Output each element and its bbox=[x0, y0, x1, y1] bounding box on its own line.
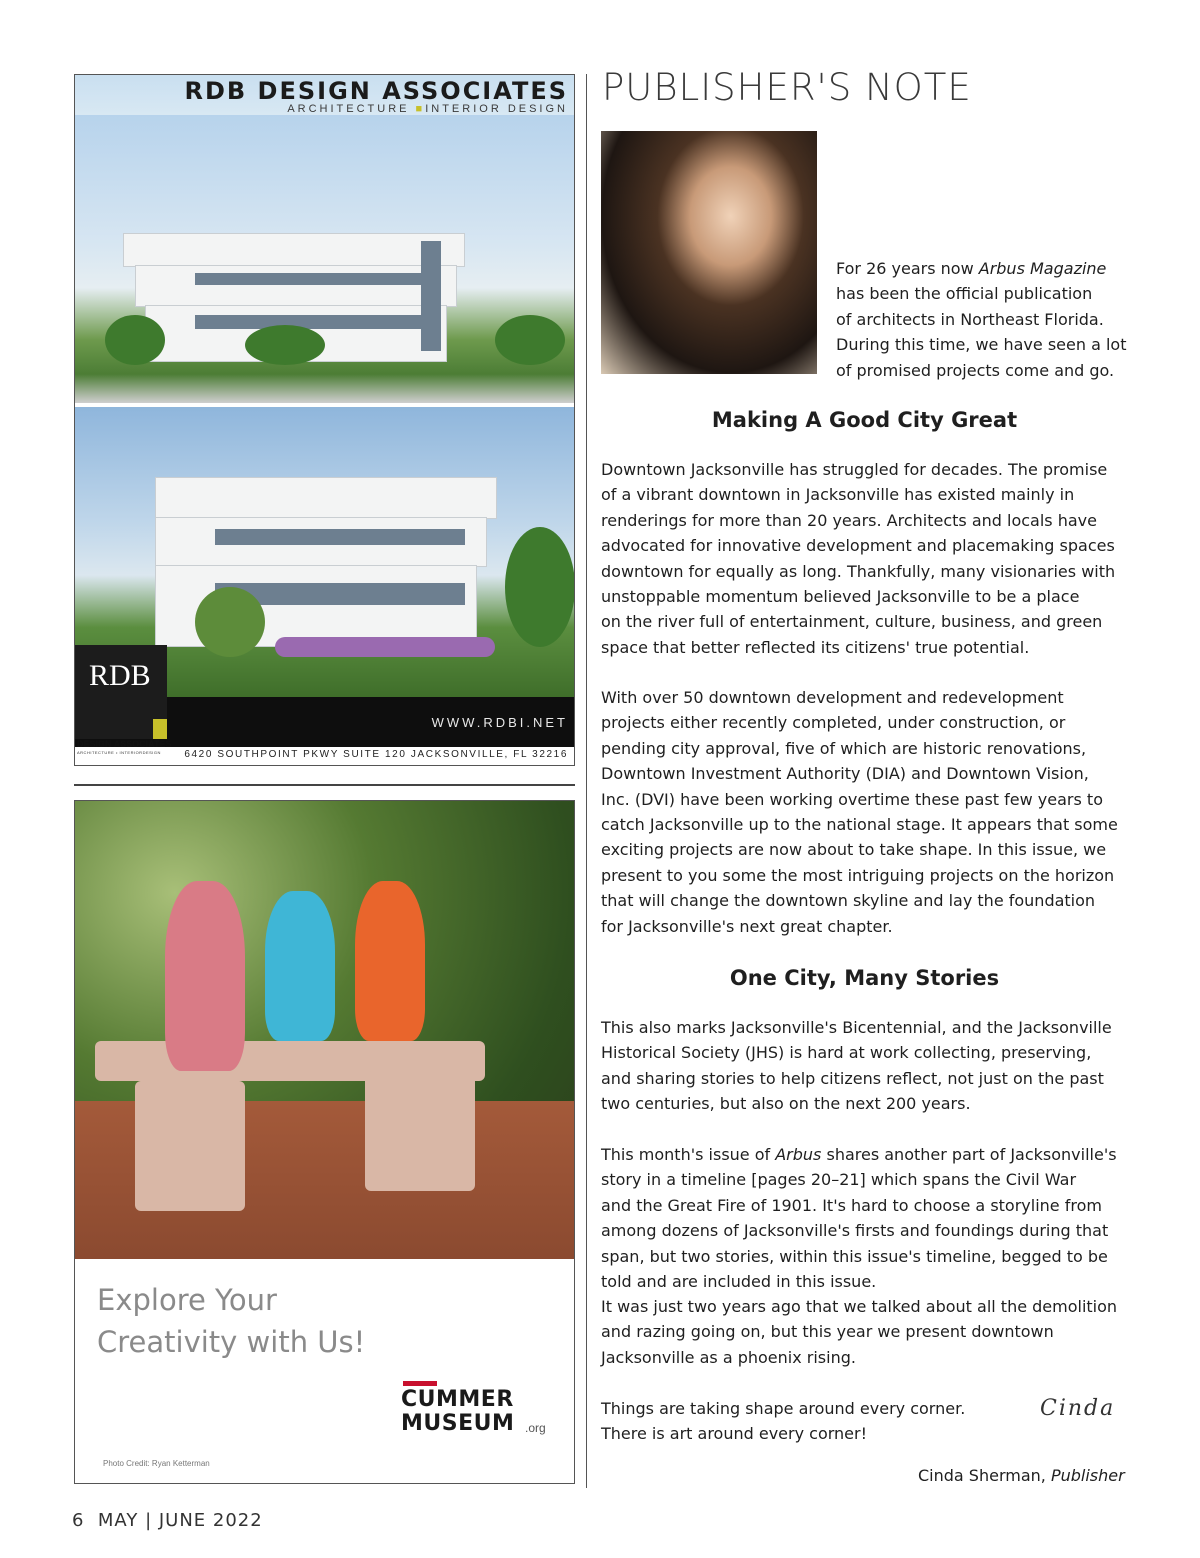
text-line: that will change the downtown skyline and lay the foundation bbox=[601, 891, 1096, 911]
section-title: PUBLISHER'S NOTE bbox=[602, 66, 972, 109]
photo-credit: Photo Credit: Ryan Ketterman bbox=[103, 1459, 210, 1468]
text-line: This month's issue of Arbus shares another part of Jacksonville's bbox=[601, 1145, 1117, 1164]
publisher-signoff: Cinda Sherman, Publisher bbox=[918, 1466, 1125, 1485]
text-line: and sharing stories to help citizens reflect, not just on the past bbox=[601, 1068, 1104, 1088]
text-line: told and are included in this issue. bbox=[601, 1272, 877, 1292]
tree bbox=[105, 315, 165, 365]
paragraph-2 bbox=[601, 685, 1128, 939]
intro-paragraph bbox=[836, 256, 1128, 383]
text-line: two centuries, but also on the next 200 years. bbox=[601, 1094, 971, 1114]
text-line: Inc. (DVI) have been working overtime these past few years to bbox=[601, 789, 1103, 809]
bullet-icon: ■ bbox=[415, 103, 426, 115]
child-figure bbox=[165, 881, 245, 1071]
building-rendering-1 bbox=[75, 115, 574, 403]
cummer-advertisement bbox=[74, 800, 575, 1484]
text-line: For 26 years now Arbus Magazine bbox=[836, 259, 1107, 278]
rdb-ad-title: RDB DESIGN ASSOCIATES bbox=[184, 77, 568, 105]
rdb-address: 6420 SOUTHPOINT PKWY SUITE 120 JACKSONVILLE, FL 32216 bbox=[184, 749, 568, 760]
text-line: of a vibrant downtown in Jacksonville has existed mainly in bbox=[601, 485, 1075, 505]
paragraph-1 bbox=[601, 457, 1128, 660]
paragraph-6 bbox=[601, 1396, 1021, 1447]
rdb-caption-sub: ARCHITECTURE • INTERIORDESIGN bbox=[77, 750, 161, 755]
paragraph-4 bbox=[601, 1142, 1128, 1294]
text-line: present to you some the most intriguing projects on the horizon bbox=[601, 865, 1115, 885]
window-band bbox=[195, 315, 425, 329]
publisher-signature: Cinda bbox=[1040, 1396, 1116, 1421]
column-rule bbox=[586, 74, 587, 1488]
text-line: renderings for more than 20 years. Architects and locals have bbox=[601, 510, 1097, 530]
cummer-logo-line1: CUMMER bbox=[401, 1387, 514, 1412]
text-line: Historical Society (JHS) is hard at work collecting, preserving, bbox=[601, 1043, 1092, 1063]
text-line: Downtown Jacksonville has struggled for decades. The promise bbox=[601, 460, 1108, 479]
tree bbox=[495, 315, 565, 365]
building-floor bbox=[123, 233, 465, 267]
tree bbox=[245, 325, 325, 365]
text-line: story in a timeline [pages 20–21] which spans the Civil War bbox=[601, 1170, 1077, 1190]
text-line: of architects in Northeast Florida. bbox=[836, 309, 1104, 329]
paragraph-3 bbox=[601, 1015, 1128, 1117]
cummer-logo-accent bbox=[403, 1381, 437, 1386]
lion-pedestal bbox=[135, 1081, 245, 1211]
rdb-advertisement bbox=[74, 74, 575, 766]
text-line: Things are taking shape around every corner. bbox=[601, 1399, 966, 1418]
flowering-tree bbox=[195, 587, 265, 657]
text-line: and the Great Fire of 1901. It's hard to choose a storyline from bbox=[601, 1195, 1102, 1215]
text-line: pending city approval, five of which are historic renovations, bbox=[601, 738, 1087, 758]
heading-one-city-many-stories: One City, Many Stories bbox=[729, 966, 1000, 990]
rdb-logo: RDB bbox=[89, 659, 151, 692]
text-line: There is art around every corner! bbox=[601, 1424, 868, 1444]
text-line: span, but two stories, within this issue's timeline, begged to be bbox=[601, 1246, 1108, 1266]
rdb-ad-subtitle bbox=[287, 103, 568, 115]
text-line: of promised projects come and go. bbox=[836, 360, 1115, 380]
rdb-caption-main: DESIGN ASSOCIATES bbox=[77, 739, 172, 749]
rdb-logo-box bbox=[75, 645, 167, 739]
heading-making-city-great: Making A Good City Great bbox=[711, 408, 1018, 432]
child-figure bbox=[355, 881, 425, 1041]
text-line: among dozens of Jacksonville's firsts and foundings during that bbox=[601, 1221, 1109, 1241]
logo-accent bbox=[153, 719, 167, 739]
text-line: unstoppable momentum believed Jacksonville to be a place bbox=[601, 587, 1080, 607]
text-line: This also marks Jacksonville's Bicentennial, and the Jacksonville bbox=[601, 1018, 1112, 1037]
window-band bbox=[215, 529, 465, 545]
text-line: projects either recently completed, under construction, or bbox=[601, 713, 1066, 733]
text-line: exciting projects are now about to take shape. In this issue, we bbox=[601, 840, 1107, 860]
publisher-portrait bbox=[601, 131, 817, 374]
page-number: 6 bbox=[72, 1510, 85, 1531]
text-line: for Jacksonville's next great chapter. bbox=[601, 916, 893, 936]
building-floor bbox=[135, 265, 457, 307]
left-divider bbox=[74, 784, 575, 786]
tree bbox=[505, 527, 574, 647]
text-line: Downtown Investment Authority (DIA) and Downtown Vision, bbox=[601, 764, 1089, 784]
text-line: and razing going on, but this year we present downtown bbox=[601, 1322, 1054, 1342]
children-drawing-photo bbox=[75, 801, 574, 1259]
lion-pedestal bbox=[365, 1071, 475, 1191]
child-figure bbox=[265, 891, 335, 1041]
rdb-website: WWW.RDBI.NET bbox=[431, 715, 568, 730]
rdb-subtitle-left: ARCHITECTURE bbox=[287, 103, 410, 115]
text-line: has been the official publication bbox=[836, 284, 1093, 304]
text-line: With over 50 downtown development and redevelopment bbox=[601, 688, 1064, 707]
cummer-tagline-2: Creativity with Us! bbox=[97, 1325, 366, 1359]
cummer-logo-line2: MUSEUM bbox=[401, 1411, 515, 1436]
text-line: catch Jacksonville up to the national stage. It appears that some bbox=[601, 815, 1118, 835]
building-floor bbox=[155, 477, 497, 519]
text-line: on the river full of entertainment, culture, business, and green bbox=[601, 612, 1103, 632]
text-line: During this time, we have seen a lot bbox=[836, 335, 1127, 355]
cummer-logo-suffix: .org bbox=[525, 1421, 546, 1435]
window-band bbox=[195, 273, 425, 285]
text-line: It was just two years ago that we talked about all the demolition bbox=[601, 1297, 1118, 1316]
paragraph-5 bbox=[601, 1294, 1128, 1370]
text-line: downtown for equally as long. Thankfully, many visionaries with bbox=[601, 561, 1116, 581]
page-footer bbox=[72, 1510, 263, 1531]
glass-tower bbox=[421, 241, 441, 351]
flower-bed bbox=[275, 637, 495, 657]
cummer-tagline-1: Explore Your bbox=[97, 1283, 277, 1317]
issue-date: MAY | JUNE 2022 bbox=[97, 1510, 263, 1531]
text-line: space that better reflected its citizens' true potential. bbox=[601, 637, 1030, 657]
rdb-subtitle-right: INTERIOR DESIGN bbox=[425, 103, 568, 115]
text-line: advocated for innovative development and placemaking spaces bbox=[601, 536, 1115, 556]
text-line: Jacksonville as a phoenix rising. bbox=[601, 1347, 856, 1367]
